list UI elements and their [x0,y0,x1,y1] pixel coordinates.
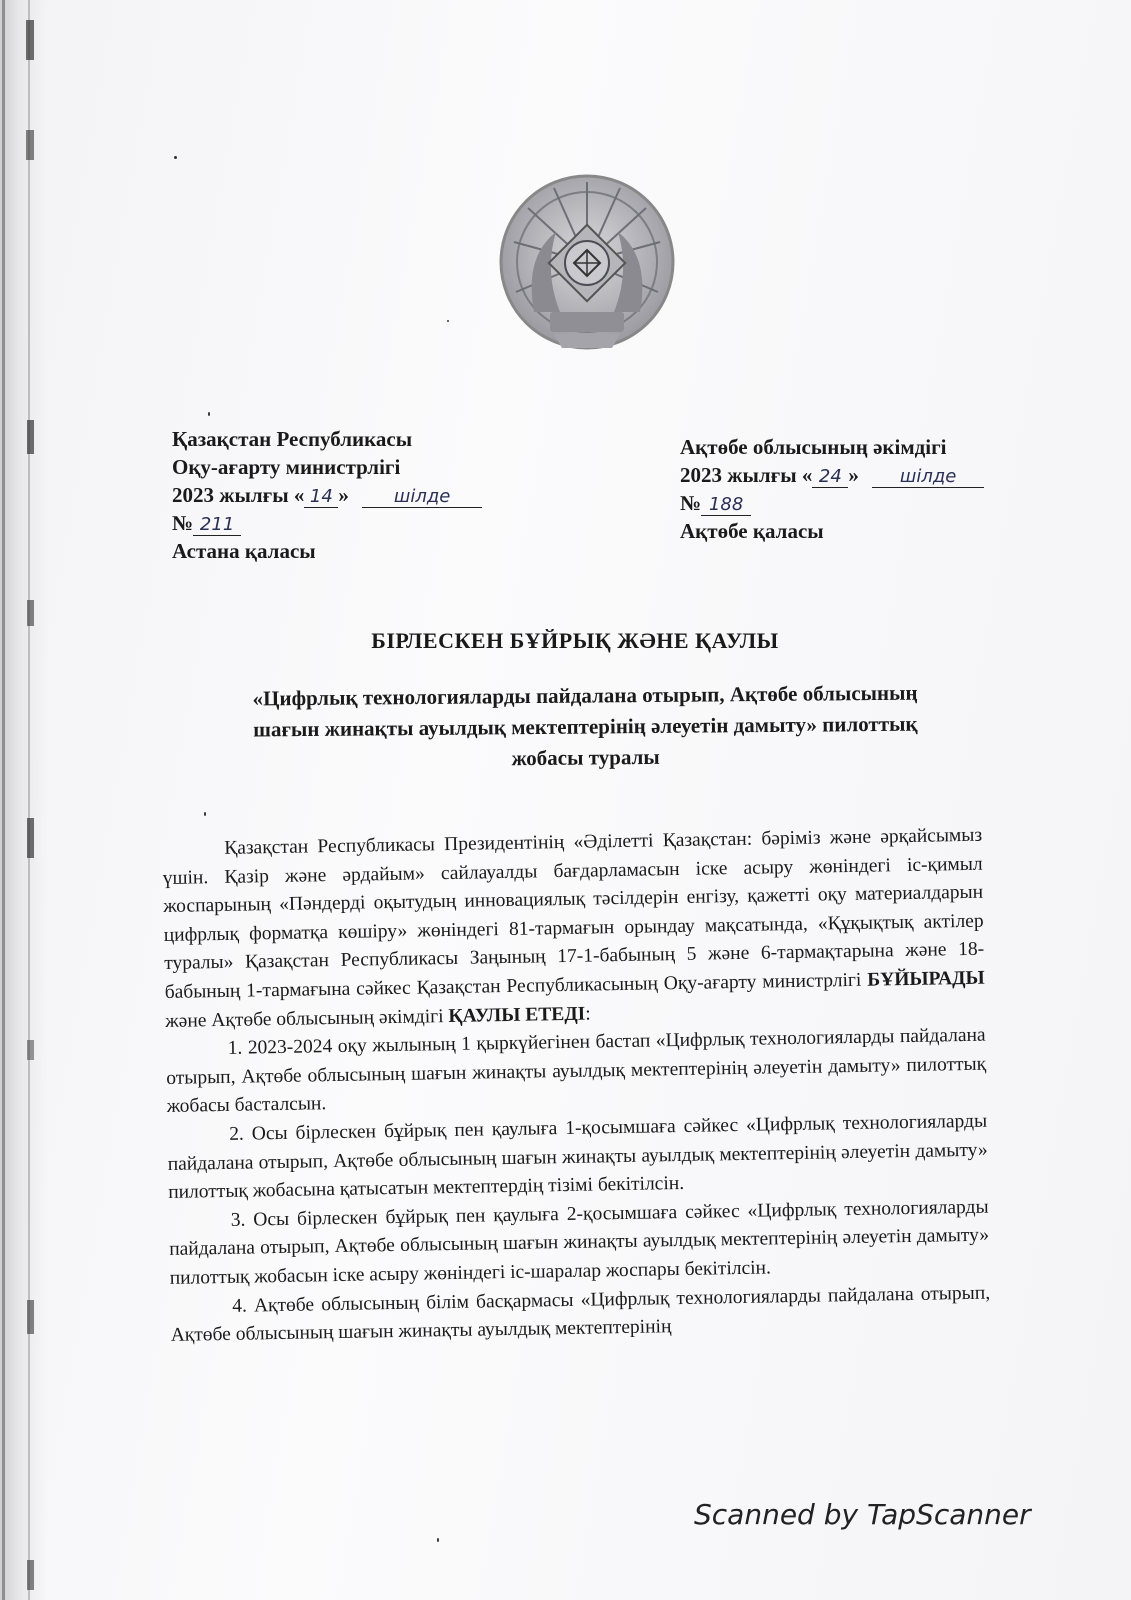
clause-4: 4. Ақтөбе облысының білім басқармасы «Цифрлық технологияларды пайдалана отырып, Ақтөбе облысының шағын жинақты ауылдық мектептерінің [170,1282,991,1347]
document-number-line: № 211 [172,509,482,537]
preamble-paragraph: Қазақстан Республикасы Президентінің «Әділетті Қазақстан: бәріміз және әрқайсымыз үшін. Қазір және әрдайым» сайлауалды бағдарламасын іске асыру жөніндегі іс-қимыл жоспарының «Пәндерді оқытудың инновациялық тәсілдерін енгізу, қажетті оқу материалдарын цифрлық форматқа көшіру» жөніндегі 81-тармағын орындау мақсатында, «Құқықтық актілер туралы» Қазақстан Республикасы Заңының 17-1-бабының 5 және 6-тармақтарына және 18-бабының 1-тармағына сәйкес Қазақстан Республикасының Оқу-ағарту министрлігі БҰЙЫРАДЫ және Ақтөбе облысының әкімдігі ҚАУЛЫ ЕТЕДІ: [162,824,985,1032]
handwritten-month: шілде [362,487,482,508]
issuer-country: Қазақстан Республикасы [172,427,413,451]
issuer-ministry: Оқу-ағарту министрлігі [172,455,401,479]
document-body [162,822,991,1351]
clause-2: 2. Осы бірлескен бұйрық пен қаулыға 1-қосымшаға сәйкес «Цифрлық технологияларды пайдалана отырып, Ақтөбе облысының шағын жинақты ауылдық мектептерінің әлеуетін дамыту» пилоттық жобасына қатысатын мектептердің тізімі бекітілсін. [167,1110,988,1204]
issuer-city: Ақтөбе қаласы [680,519,824,543]
scanner-watermark: Scanned by TapScanner [694,1498,1031,1531]
issuer-city: Астана қаласы [172,539,316,563]
handwritten-number: 188 [701,495,751,516]
issuer-block-ministry [172,425,482,565]
scan-binding-marks [0,0,40,1600]
handwritten-day: 24 [812,467,848,488]
clause-1: 1. 2023-2024 оқу жылының 1 қыркүйегінен бастап «Цифрлық технологияларды пайдалана отырып, Ақтөбе облысының шағын жинақты ауылдық мектептерінің әлеуетін дамыту» пилоттық жобасы басталсын. [166,1024,987,1118]
clause-3: 3. Осы бірлескен бұйрық пен қаулыға 2-қосымшаға сәйкес «Цифрлық технологияларды пайдалана отырып, Ақтөбе облысының шағын жинақты ауылдық мектептерінің әлеуетін дамыту» пилоттық жобасын іске асыру жөніндегі іс-шаралар жоспары бекітілсін. [169,1196,990,1289]
issuer-block-akimat [680,433,984,545]
issue-date-line: 2023 жылғы « 24 » шілде [680,461,984,489]
document-subtitle: «Цифрлық технологияларды пайдалана отырып, Ақтөбе облысының шағын жинақты ауылдық мектептерінің әлеуетін дамыту» пилоттық жобасы туралы [252,680,918,771]
issuer-akimat: Ақтөбе облысының әкімдігі [680,435,947,459]
document-number-line: № 188 [680,489,984,517]
handwritten-day: 14 [304,487,338,508]
handwritten-month: шілде [872,467,984,488]
issue-date-line: 2023 жылғы « 14 » шілде [172,481,482,509]
state-emblem-seal [494,162,680,374]
document-title: БІРЛЕСКЕН БҰЙРЫҚ ЖӘНЕ ҚАУЛЫ [371,628,779,653]
handwritten-number: 211 [193,515,241,536]
